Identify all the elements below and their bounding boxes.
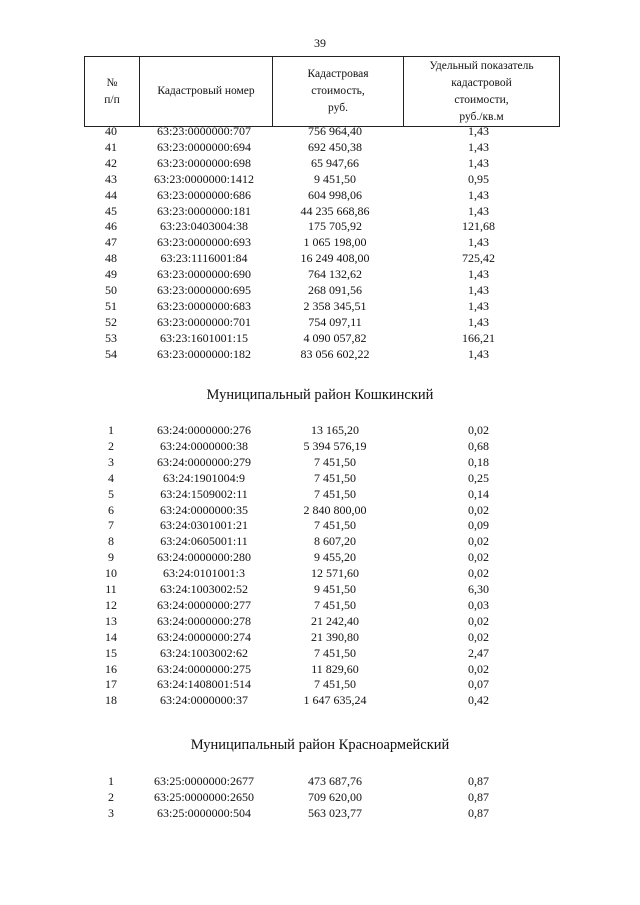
specific-index: 121,68 [462,219,495,234]
specific-index: 1,43 [468,124,489,138]
header-cadastral-number [140,57,273,127]
row-number: 2 [108,789,114,804]
header-number-line: № [106,76,118,89]
cadastral-number: 63:24:0301001:21 [159,518,248,533]
table-row [0,139,640,156]
row-number: 1 [108,774,114,788]
table-row [0,581,640,598]
specific-index: 1,43 [468,235,489,250]
cadastral-number: 63:24:0000000:280 [156,550,251,565]
cadastral-number: 63:23:0000000:686 [156,187,251,202]
table-row [0,549,640,566]
table-row [0,187,640,204]
row-number: 40 [105,124,117,138]
specific-index: 0,02 [468,534,489,549]
specific-index: 0,87 [468,789,489,804]
cadastral-cost: 65 947,66 [311,155,359,170]
row-number: 48 [105,251,117,266]
table-row [0,645,640,662]
specific-index: 0,02 [468,423,489,437]
cadastral-cost: 5 394 576,19 [303,438,367,453]
cadastral-number: 63:23:0000000:707 [156,124,251,138]
cadastral-number: 63:23:0000000:181 [156,203,251,218]
cadastral-number: 63:23:0000000:690 [156,267,251,282]
specific-index: 1,43 [468,298,489,313]
row-number: 54 [105,346,117,361]
cadastral-number: 63:24:0000000:278 [156,613,251,628]
row-number: 51 [105,298,117,313]
cadastral-cost: 756 964,40 [308,124,362,138]
row-number: 7 [108,518,114,533]
specific-index: 0,02 [468,502,489,517]
specific-index: 1,43 [468,267,489,282]
cadastral-number: 63:25:0000000:2677 [153,774,254,788]
cadastral-number: 63:23:1601001:15 [159,330,248,345]
cadastral-number: 63:24:1408001:514 [156,677,251,692]
specific-index: 725,42 [462,251,495,266]
cadastral-number: 63:23:0403004:38 [159,219,248,234]
cadastral-number: 63:23:1116001:84 [160,251,248,266]
table-row [0,123,640,140]
cadastral-cost: 709 620,00 [308,789,362,804]
cadastral-cost: 268 091,56 [308,283,362,297]
row-number: 15 [105,645,117,660]
table-row [0,234,640,251]
header-number [85,57,140,127]
table-row [0,517,640,534]
cadastral-cost: 604 998,06 [308,187,362,202]
row-number: 53 [105,330,117,345]
header-index-line: кадастровой [451,76,512,89]
table-row [0,250,640,267]
cadastral-number: 63:23:0000000:695 [156,283,251,297]
specific-index: 1,43 [468,155,489,170]
table-row [0,155,640,172]
cadastral-cost: 2 840 800,00 [303,502,367,517]
header-index-line: Удельный показатель [429,59,534,72]
table-row [0,613,640,630]
cadastral-number: 63:24:0101001:3 [162,566,245,581]
specific-index: 0,42 [468,693,489,708]
table-row [0,346,640,363]
cadastral-number: 63:24:0000000:275 [156,661,251,676]
cadastral-cost: 2 358 345,51 [303,298,367,313]
cadastral-cost: 7 451,50 [314,677,356,692]
row-number: 1 [108,423,114,437]
header-index-line: руб./кв.м [459,110,504,123]
row-number: 42 [105,155,117,170]
cadastral-number: 63:25:0000000:2650 [153,789,254,804]
row-number: 43 [105,171,117,186]
specific-index: 0,02 [468,661,489,676]
specific-index: 0,25 [468,470,489,485]
cadastral-number: 63:24:0000000:38 [159,438,248,453]
table-row [0,218,640,235]
table-row [0,314,640,331]
cadastral-number: 63:25:0000000:504 [156,805,251,820]
table-row [0,661,640,678]
specific-index: 0,02 [468,550,489,565]
cadastral-number: 63:23:0000000:698 [156,155,251,170]
table-row [0,454,640,471]
table-row [0,773,640,790]
cadastral-cost: 9 455,20 [314,550,356,565]
specific-index: 2,47 [468,645,489,660]
table-row [0,266,640,283]
table-row [0,470,640,487]
row-number: 44 [105,187,117,202]
header-number-line: п/п [104,93,120,106]
cadastral-number: 63:24:0000000:277 [156,597,251,612]
cadastral-cost: 7 451,50 [314,597,356,612]
row-number: 17 [105,677,117,692]
cadastral-cost: 754 097,11 [308,314,362,329]
cadastral-cost: 473 687,76 [308,774,362,788]
specific-index: 0,02 [468,629,489,644]
cadastral-number: 63:23:0000000:694 [156,139,251,154]
specific-index: 0,87 [468,805,489,820]
cadastral-number: 63:24:1003002:52 [159,582,248,596]
cadastral-number: 63:24:0000000:35 [159,502,248,517]
specific-index: 0,95 [468,171,489,186]
header-cost-line: Кадастровая [307,68,369,80]
specific-index: 1,43 [468,346,489,361]
specific-index: 1,43 [468,283,489,297]
specific-index: 0,87 [468,774,489,788]
row-number: 14 [105,629,117,644]
cadastral-cost: 1 065 198,00 [303,235,367,250]
section-title: Муниципальный район Кошкинский [206,387,434,403]
cadastral-cost: 44 235 668,86 [300,203,370,218]
specific-index: 166,21 [462,330,495,345]
cadastral-number: 63:24:0000000:274 [156,629,251,644]
table-row [0,282,640,299]
row-number: 5 [108,486,114,501]
cadastral-cost: 175 705,92 [308,219,362,234]
row-number: 41 [105,139,117,154]
table-row [0,438,640,455]
table-row [0,533,640,550]
specific-index: 1,43 [468,139,489,154]
cadastral-cost: 21 242,40 [311,613,359,628]
cadastral-number: 63:23:0000000:693 [156,235,251,250]
row-number: 11 [105,582,117,596]
header-specific-index [404,57,560,127]
row-number: 46 [105,219,117,234]
specific-index: 1,43 [468,187,489,202]
cadastral-cost: 16 249 408,00 [300,251,370,266]
cadastral-cost: 11 829,60 [311,661,359,676]
cadastral-cost: 7 451,50 [314,470,356,485]
header-cadastral-line: Кадастровый номер [157,85,255,97]
row-number: 52 [105,314,117,329]
row-number: 2 [108,438,114,453]
table-row [0,629,640,646]
table-row [0,502,640,519]
cadastral-number: 63:23:0000000:1412 [153,171,254,186]
cadastral-number: 63:24:0605001:11 [160,534,248,549]
cadastral-number: 63:24:0000000:279 [156,454,251,469]
specific-index: 0,14 [468,486,489,501]
cadastral-number: 63:23:0000000:683 [156,298,251,313]
specific-index: 6,30 [468,582,489,596]
cadastral-number: 63:24:1003002:62 [159,645,248,660]
cadastral-number: 63:24:0000000:276 [156,423,251,437]
header-cost-line: стоимость, [311,85,365,97]
cadastral-number: 63:24:1509002:11 [160,486,248,501]
row-number: 13 [105,613,117,628]
row-number: 16 [105,661,117,676]
row-number: 45 [105,203,117,218]
table-row [0,789,640,806]
page-number: 39 [314,36,326,50]
cadastral-cost: 1 647 635,24 [303,693,367,708]
table-row [0,171,640,188]
row-number: 47 [105,235,117,250]
cadastral-cost: 13 165,20 [311,423,359,437]
cadastral-cost: 12 571,60 [311,566,359,581]
cadastral-cost: 7 451,50 [314,486,356,501]
section-title: Муниципальный район Красноармейский [190,737,450,753]
table-row [0,203,640,220]
cadastral-cost: 83 056 602,22 [300,346,370,361]
table-header [84,56,560,127]
cadastral-number: 63:24:1901004:9 [162,470,245,485]
table-row [0,298,640,315]
cadastral-number: 63:23:0000000:182 [156,346,251,361]
specific-index: 0,07 [468,677,489,692]
row-number: 10 [105,566,117,581]
specific-index: 0,02 [468,613,489,628]
table-row [0,676,640,693]
cadastral-cost: 7 451,50 [314,518,356,533]
cadastral-number: 63:23:0000000:701 [156,314,251,329]
header-cadastral-cost [273,57,404,127]
table-row [0,597,640,614]
cadastral-cost: 764 132,62 [308,267,362,282]
specific-index: 0,03 [468,597,489,612]
cadastral-cost: 9 451,50 [314,582,356,596]
cadastral-cost: 4 090 057,82 [303,330,367,345]
table-row [0,692,640,709]
specific-index: 1,43 [468,203,489,218]
row-number: 49 [105,267,117,282]
specific-index: 0,02 [468,566,489,581]
cadastral-cost: 9 451,50 [314,171,356,186]
row-number: 50 [105,283,117,297]
row-number: 6 [108,502,114,517]
row-number: 4 [108,470,114,485]
table-row [0,330,640,347]
cadastral-cost: 692 450,38 [308,139,362,154]
table-row [0,805,640,822]
cadastral-number: 63:24:0000000:37 [159,693,248,708]
row-number: 12 [105,597,117,612]
header-cost-line: руб. [328,102,348,114]
specific-index: 0,09 [468,518,489,533]
table-row [0,486,640,503]
specific-index: 0,68 [468,438,489,453]
row-number: 18 [105,693,117,708]
specific-index: 1,43 [468,314,489,329]
row-number: 3 [108,805,114,820]
cadastral-cost: 8 607,20 [314,534,356,549]
cadastral-cost: 7 451,50 [314,454,356,469]
cadastral-cost: 21 390,80 [311,629,359,644]
table-row [0,422,640,439]
row-number: 9 [108,550,114,565]
cadastral-cost: 7 451,50 [314,645,356,660]
cadastral-cost: 563 023,77 [308,805,362,820]
specific-index: 0,18 [468,454,489,469]
table-row [0,565,640,582]
row-number: 3 [108,454,114,469]
row-number: 8 [108,534,114,549]
header-index-line: стоимости, [454,93,509,106]
